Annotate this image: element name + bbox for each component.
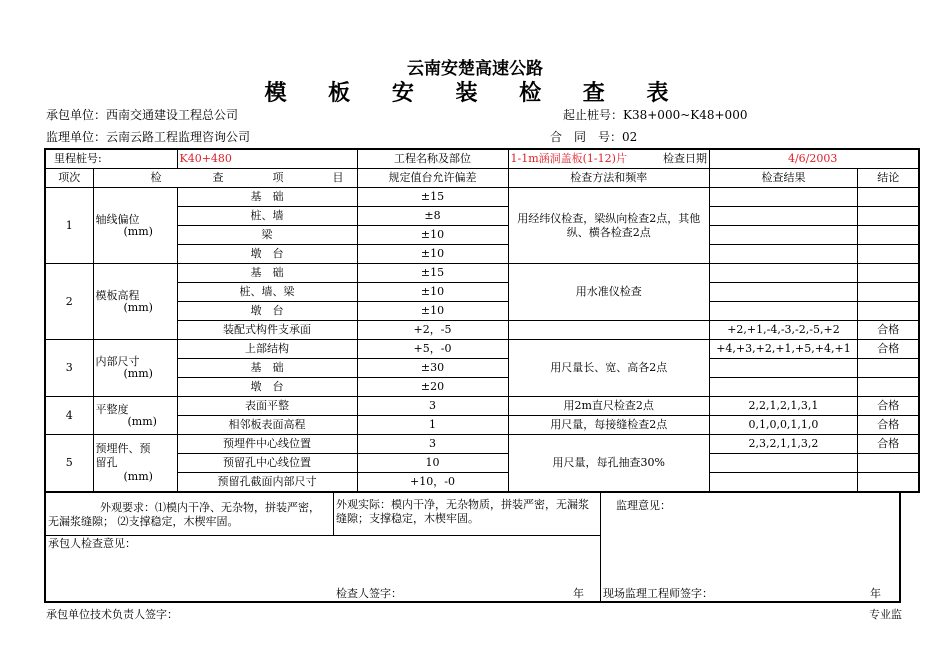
result-cell [709,378,857,397]
group-name: 平整度 (mm) [93,397,177,435]
divider [600,493,601,601]
station-range-line [563,106,747,123]
table-row [45,397,919,416]
col-item-no: 项次 [45,169,93,188]
table-row [45,454,919,473]
station-label: 里程桩号: [45,149,177,169]
check-method: 用尺量，每孔抽查30% [508,435,709,493]
info-row [45,149,919,169]
remarks-section [44,492,901,603]
check-item: 基 础 [177,264,357,283]
result-cell: +2,+1,-4,-3,-2,-5,+2 [709,321,857,340]
tolerance-value: ±20 [357,378,508,397]
conclusion-cell [857,264,919,283]
conclusion-cell [857,302,919,321]
result-cell: +4,+3,+2,+1,+5,+4,+1 [709,340,857,359]
divider [333,493,334,535]
conclusion-cell [857,226,919,245]
year-label: 年 [870,587,881,600]
conclusion-cell: 合格 [857,416,919,435]
result-cell: 2,2,1,2,1,3,1 [709,397,857,416]
contractor-line [46,106,238,123]
tolerance-value: ±10 [357,245,508,264]
col-check-item: 检 查 项 目 [93,169,357,188]
table-row [45,207,919,226]
result-cell: 2,3,2,1,1,3,2 [709,435,857,454]
org-title: 云南安楚高速公路 [407,59,543,79]
group-no: 1 [45,188,93,264]
conclusion-cell [857,473,919,493]
conclusion-cell [857,359,919,378]
tolerance-value: ±8 [357,207,508,226]
table-row [45,359,919,378]
result-cell [709,188,857,207]
conclusion-cell: 合格 [857,340,919,359]
table-row [45,416,919,435]
supervision-opinion: 监理意见： [616,499,671,512]
result-cell: 0,1,0,0,1,1,0 [709,416,857,435]
check-item: 相邻板表面高程 [177,416,357,435]
station-range-label: 起止桩号： [563,108,624,122]
tolerance-value: ±30 [357,359,508,378]
divider [46,535,600,536]
contractor-label: 承包单位： [46,108,107,122]
table-row [45,226,919,245]
table-row [45,283,919,302]
result-cell [709,454,857,473]
project-label: 工程名称及部位 [357,149,508,169]
check-item: 预埋件中心线位置 [177,435,357,454]
conclusion-cell [857,207,919,226]
tolerance-value: ±10 [357,283,508,302]
table-row [45,302,919,321]
specialist-signature: 专业监 [869,608,902,621]
table-row [45,340,919,359]
conclusion-cell [857,283,919,302]
project-value: 1-1m涵洞盖板(1-12)片 检查日期 [508,149,709,169]
group-name: 模板高程 (mm) [93,264,177,340]
result-cell [709,473,857,493]
conclusion-cell: 合格 [857,397,919,416]
conclusion-cell: 合格 [857,435,919,454]
tolerance-value: ±15 [357,188,508,207]
result-cell [709,264,857,283]
conclusion-cell [857,245,919,264]
col-conclusion: 结论 [857,169,919,188]
result-cell [709,359,857,378]
check-item: 墩 台 [177,245,357,264]
check-method: 用尺量长、宽、高各2点 [508,340,709,397]
tolerance-value: +5，-0 [357,340,508,359]
tolerance-value: ±10 [357,302,508,321]
supervisor-label: 监理单位： [46,130,107,144]
col-tolerance: 规定值台允许偏差 [357,169,508,188]
group-name: 轴线偏位 (mm) [93,188,177,264]
tolerance-value: +2，-5 [357,321,508,340]
tolerance-value: ±10 [357,226,508,245]
group-name: 内部尺寸 (mm) [93,340,177,397]
check-method: 用经纬仪检查，梁纵向检查2点，其他纵、横各检查2点 [508,188,709,264]
group-no: 3 [45,340,93,397]
supervisor-line [46,128,250,145]
check-item: 梁 [177,226,357,245]
check-method: 用2m直尺检查2点 [508,397,709,416]
group-no: 4 [45,397,93,435]
group-no: 5 [45,435,93,493]
table-row [45,245,919,264]
tolerance-value: 10 [357,454,508,473]
station-range-value: K38+000~K48+000 [623,108,748,122]
tolerance-value: 3 [357,435,508,454]
date-value: 4/6/2003 [709,149,919,169]
table-row [45,378,919,397]
contractor-value: 西南交通建设工程总公司 [106,108,239,122]
table-row [45,473,919,493]
check-item: 桩、墙、梁 [177,283,357,302]
tech-lead-signature: 承包单位技术负责人签字： [46,608,178,621]
result-cell [709,207,857,226]
tolerance-value: ±15 [357,264,508,283]
tolerance-value: 1 [357,416,508,435]
column-header-row [45,169,919,188]
appearance-actual: 外观实际：模内干净，无杂物质，拼装严密，无漏浆缝隙；支撑稳定，木楔牢固。 [336,498,589,525]
group-no: 2 [45,264,93,340]
result-cell [709,302,857,321]
check-method: 用尺量，每接缝检查2点 [508,416,709,435]
check-item: 上部结构 [177,340,357,359]
table-row [45,435,919,454]
check-item: 表面平整 [177,397,357,416]
check-item: 桩、墙 [177,207,357,226]
contract-no-label: 合 同 号： [550,130,623,144]
contractor-opinion: 承包人检查意见： [48,537,136,550]
table-row [45,264,919,283]
check-item: 预留孔截面内部尺寸 [177,473,357,493]
table-row [45,321,919,340]
contract-no-value: 02 [622,130,638,144]
station-value: K40+480 [177,149,357,169]
group-name: 预埋件、预留孔 (mm) [93,435,177,493]
result-cell [709,245,857,264]
result-cell [709,283,857,302]
check-item: 基 础 [177,188,357,207]
check-method: 用水准仪检查 [508,264,709,321]
conclusion-cell [857,378,919,397]
conclusion-cell [857,454,919,473]
date-label: 检查日期 [662,152,707,165]
check-item: 墩 台 [177,378,357,397]
conclusion-cell: 合格 [857,321,919,340]
col-result: 检查结果 [709,169,857,188]
tolerance-value: +10，-0 [357,473,508,493]
appearance-requirement: 外观要求：⑴模内干净、无杂物，拼装严密，无漏浆缝隙； ⑵支撑稳定，木楔牢固。 [48,501,320,528]
check-item: 预留孔中心线位置 [177,454,357,473]
check-method-empty [508,321,709,340]
inspector-signature: 检查人签字： [336,587,402,600]
tolerance-value: 3 [357,397,508,416]
site-engineer-signature: 现场监理工程师签字： [603,587,713,600]
supervisor-value: 云南云路工程监理咨询公司 [106,130,251,144]
result-cell [709,226,857,245]
form-title: 模 板 安 装 检 查 表 [264,81,686,106]
check-item: 基 础 [177,359,357,378]
check-item: 墩 台 [177,302,357,321]
conclusion-cell [857,188,919,207]
check-item: 装配式构件支承面 [177,321,357,340]
table-row [45,188,919,207]
year-label: 年 [573,587,584,600]
contract-no-line [550,128,637,145]
inspection-table [44,148,920,493]
col-method: 检查方法和频率 [508,169,709,188]
